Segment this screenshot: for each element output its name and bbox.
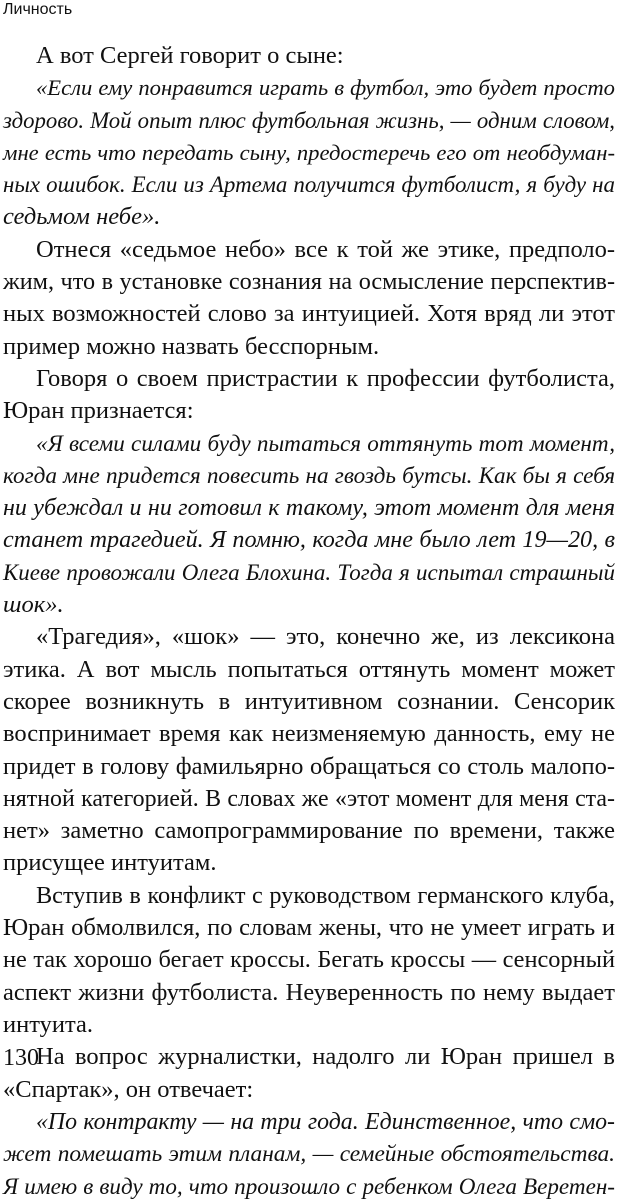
text-line: ных возможностей слово за интуицией. Хотя вряд ли этот bbox=[3, 300, 615, 328]
quote-line: «По контракту — на три года. Единственное, что смо- bbox=[36, 1108, 615, 1135]
text-line: воспринимает время как неизменяемую данность, ему не bbox=[3, 720, 615, 748]
text-line: Юран признается: bbox=[3, 397, 194, 425]
text-line: На вопрос журналистки, надолго ли Юран пришел в bbox=[36, 1043, 615, 1071]
text-line: Отнеся «седьмое небо» все к той же этике, предполо- bbox=[36, 235, 615, 263]
quote-line: мне есть что передать сыну, предостеречь его от необдуман- bbox=[3, 139, 615, 165]
text-line: аспект жизни футболиста. Неуверенность по нему выдает bbox=[3, 978, 615, 1006]
quote-line: шок». bbox=[3, 591, 64, 619]
text-line: А вот Сергей говорит о сыне: bbox=[36, 42, 344, 69]
text-line: придет в голову фамильярно обращаться со столь малопо- bbox=[3, 752, 615, 780]
page-number: 130 bbox=[3, 1045, 39, 1071]
text-line: нет» заметно самопрограммирование по времени, также bbox=[3, 817, 615, 845]
quote-line: ни убеждал и ни готовил к такому, этот момент для меня bbox=[3, 495, 615, 522]
quote-line: жет помешать этим планам, — семейные обстоятельства. bbox=[3, 1141, 615, 1168]
text-line: Вступив в конфликт с руководством германского клуба, bbox=[36, 881, 615, 909]
text-line: этика. А вот мысль попытаться оттянуть момент может bbox=[3, 655, 615, 683]
quote-line: когда мне придется повесить на гвоздь бутсы. Как бы я себя bbox=[3, 462, 615, 489]
quote-line: Я имею в виду то, что произошло с ребенком Олега Веретен- bbox=[3, 1173, 615, 1200]
text-line: жим, что в установке сознания на осмысление перспектив- bbox=[3, 268, 615, 296]
quote-line: ных ошибок. Если из Артема получится футболист, я буду на bbox=[3, 172, 615, 198]
quote-line: «Я всеми силами буду пытаться оттянуть тот момент, bbox=[36, 430, 615, 457]
text-line: Говоря о своем пристрастии к профессии футболиста, bbox=[36, 364, 615, 392]
text-line: скорее возникнуть в интуитивном сознании. Сенсорик bbox=[3, 687, 615, 715]
text-line: присущее интуитам. bbox=[3, 849, 217, 877]
text-line: интуита. bbox=[3, 1010, 93, 1038]
text-line: не так хорошо бегает кроссы. Бегать кроссы — сенсорный bbox=[3, 946, 615, 974]
quote-line: станет трагедией. Я помню, когда мне было лет 19—20, в bbox=[3, 527, 615, 554]
quote-line: здорово. Мой опыт плюс футбольная жизнь, — одним словом, bbox=[3, 107, 615, 133]
page-body-text bbox=[3, 40, 615, 1203]
text-line: Юран обмолвился, по словам жены, что не умеет играть и bbox=[3, 914, 615, 942]
quote-line: Киеве провожали Олега Блохина. Тогда я испытал страшный bbox=[3, 559, 615, 585]
text-line: «Трагедия», «шок» — это, конечно же, из лексикона bbox=[36, 623, 615, 651]
quote-line: седьмом небе». bbox=[3, 203, 161, 231]
text-line: нятной категорией. В словах же «этот момент для меня ста- bbox=[3, 785, 615, 812]
text-line: «Спартак», он отвечает: bbox=[3, 1075, 254, 1103]
running-header: Личность bbox=[3, 1, 73, 18]
quote-line: «Если ему понравится играть в футбол, это будет просто bbox=[36, 75, 615, 101]
text-line: пример можно назвать бесспорным. bbox=[3, 332, 380, 360]
